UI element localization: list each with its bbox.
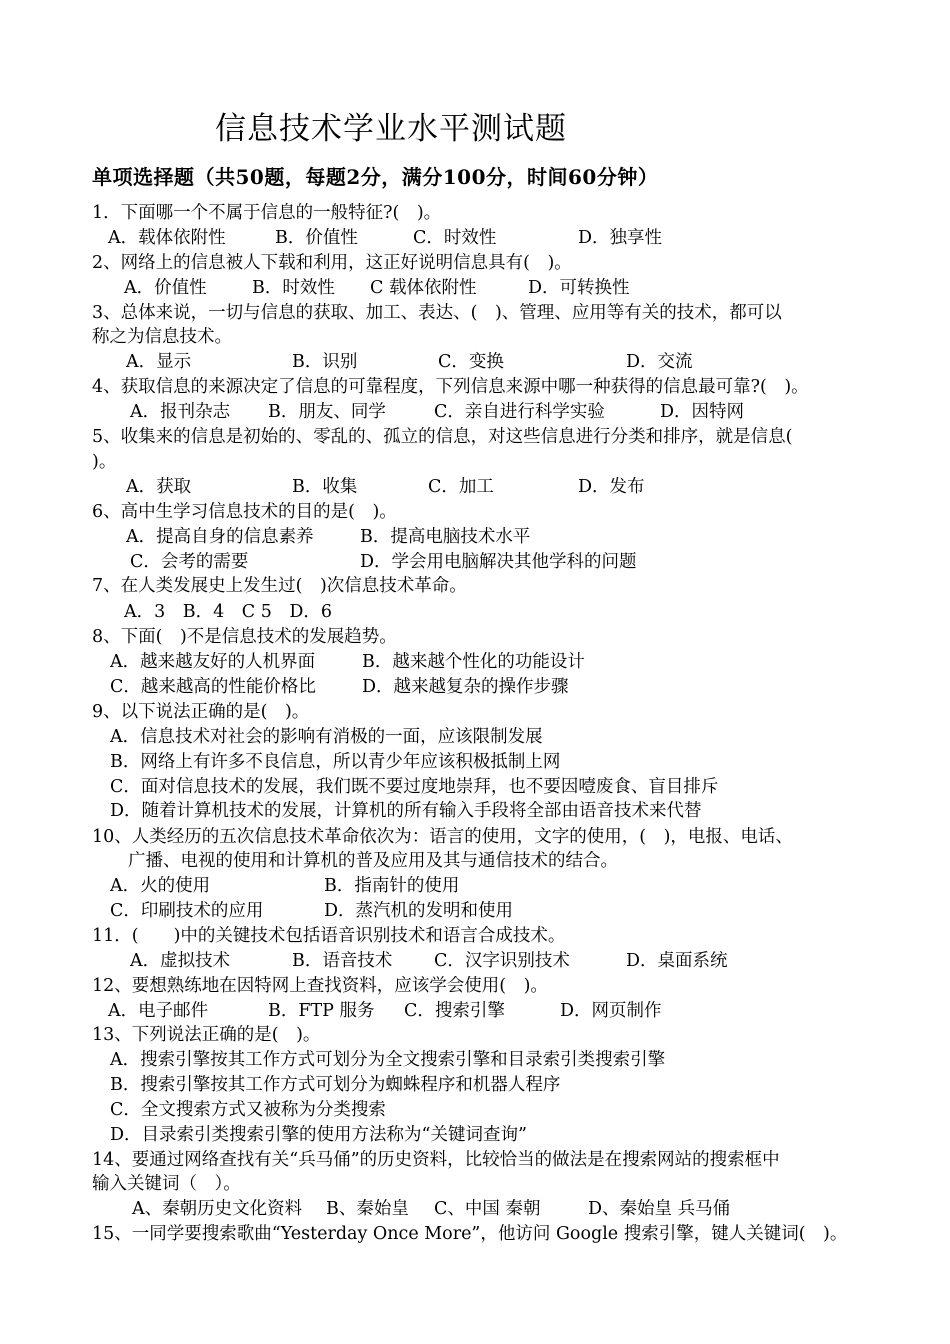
answer-option: A、秦朝历史文化资料 [132,1199,303,1219]
question-text: 5、收集来的信息是初始的、零乱的、孤立的信息，对这些信息进行分类和排序，就是信息( [92,427,793,447]
answer-option: C．全文搜索方式又被称为分类搜索 [110,1100,386,1120]
answer-option: D．可转换性 [528,278,630,298]
answer-option: C．时效性 [413,228,497,248]
question-text: 广播、电视的使用和计算机的普及应用及其与通信技术的结合。 [128,851,618,871]
question-text: 10、人类经历的五次信息技术革命依次为：语言的使用，文字的使用，( )，电报、电话、 [92,827,793,847]
answer-option: C．加工 [428,477,494,497]
answer-option: D．学会用电脑解决其他学科的问题 [360,552,637,572]
answer-option: D．桌面系统 [626,951,728,971]
answer-option: C 载体依附性 [370,278,477,298]
question-text: 称之为信息技术。 [92,327,232,347]
answer-option: A．获取 [126,477,192,497]
answer-option: A．信息技术对社会的影响有消极的一面，应该限制发展 [110,727,543,747]
answer-option: C．汉字识别技术 [434,951,570,971]
answer-option: B．收集 [292,477,358,497]
answer-option: D．网页制作 [560,1001,662,1021]
answer-option: C、中国 秦朝 [434,1199,541,1219]
question-text: 13、下列说法正确的是( )。 [92,1025,321,1045]
answer-option: C．面对信息技术的发展，我们既不要过度地崇拜，也不要因噎废食、盲目排斥 [110,777,719,797]
answer-option: B．语音技术 [292,951,393,971]
question-text: 3、总体来说，一切与信息的获取、加工、表达、( )、管理、应用等有关的技术，都可以 [92,303,782,323]
answer-option: B．提高电脑技术水平 [360,527,531,547]
answer-option: D．目录索引类搜索引擎的使用方法称为“关键词查询” [110,1125,527,1145]
answer-option: B．FTP 服务 [268,1001,375,1021]
answer-option: B．朋友、同学 [268,402,386,422]
question-text: 1．下面哪一个不属于信息的一般特征?( )。 [92,203,442,223]
answer-option: A．搜索引擎按其工作方式可划分为全文搜索引擎和目录索引类搜索引擎 [110,1050,666,1070]
question-text: )。 [92,452,117,472]
answer-option: D．因特网 [660,402,745,422]
answer-option: A．显示 [126,352,192,372]
answer-option: B．识别 [292,352,358,372]
answer-option: D、秦始皇 兵马俑 [588,1199,731,1219]
answer-option: C．越来越高的性能价格比 [110,677,316,697]
answer-option: A．报刊杂志 [130,402,231,422]
answer-option: C．会考的需要 [130,552,249,572]
page-title: 信息技术学业水平测试题 [215,111,567,147]
question-text: 12、要想熟练地在因特网上查找资料，应该学会使用( )。 [92,976,548,996]
answer-option: C．变换 [438,352,504,372]
question-text: 2、网络上的信息被人下载和利用，这正好说明信息具有( )。 [92,253,572,273]
answer-option: A．提高自身的信息素养 [126,527,314,547]
answer-option: B．指南针的使用 [324,876,460,896]
answer-option: D．蒸汽机的发明和使用 [324,901,514,921]
answer-option: D．越来越复杂的操作步骤 [362,677,569,697]
answer-option: C．印刷技术的应用 [110,901,264,921]
answer-option: A．价值性 [124,278,207,298]
answer-option: A．越来越友好的人机界面 [110,652,316,672]
answer-option: B、秦始皇 [326,1199,409,1219]
question-text: 4、获取信息的来源决定了信息的可靠程度，下列信息来源中哪一种获得的信息最可靠?( )。 [92,377,809,397]
answer-option: D．发布 [578,477,645,497]
answer-option: B．网络上有许多不良信息，所以青少年应该积极抵制上网 [110,752,561,772]
answer-option: A．载体依附性 [108,228,226,248]
answer-option: A．火的使用 [110,876,211,896]
question-text: 14、要通过网络查找有关“兵马俑”的历史资料，比较恰当的做法是在搜索网站的搜索框中 [92,1150,780,1170]
answer-option: B．价值性 [275,228,358,248]
section-heading: 单项选择题（共50题，每题2分，满分100分，时间60分钟） [92,165,659,189]
answer-option: B．越来越个性化的功能设计 [362,652,585,672]
answer-option: D．交流 [626,352,693,372]
answer-option: D．独享性 [578,228,663,248]
question-text: 8、下面( )不是信息技术的发展趋势。 [92,627,397,647]
answer-option: B．搜索引擎按其工作方式可划分为蜘蛛程序和机器人程序 [110,1075,561,1095]
question-text: 输入关键词（ ）。 [92,1174,241,1194]
question-text: 7、在人类发展史上发生过( )次信息技术革命。 [92,576,467,596]
answer-option: D．随着计算机技术的发展，计算机的所有输入手段将全部由语音技术来代替 [110,801,702,821]
answer-option: C．搜索引擎 [404,1001,505,1021]
answer-option: A．3 B．4 C 5 D．6 [124,602,333,622]
question-text: 6、高中生学习信息技术的目的是( )。 [92,502,397,522]
answer-option: A．电子邮件 [108,1001,209,1021]
answer-option: B．时效性 [252,278,335,298]
question-text: 11．( )中的关键技术包括语音识别技术和语言合成技术。 [92,926,566,946]
question-text: 9、以下说法正确的是( )。 [92,702,310,722]
question-text: 15、一同学要搜索歌曲“Yesterday Once More”，他访问 Google 搜索引擎，键人关键词( )。 [92,1224,848,1244]
answer-option: A．虚拟技术 [130,951,231,971]
answer-option: C．亲自进行科学实验 [434,402,605,422]
